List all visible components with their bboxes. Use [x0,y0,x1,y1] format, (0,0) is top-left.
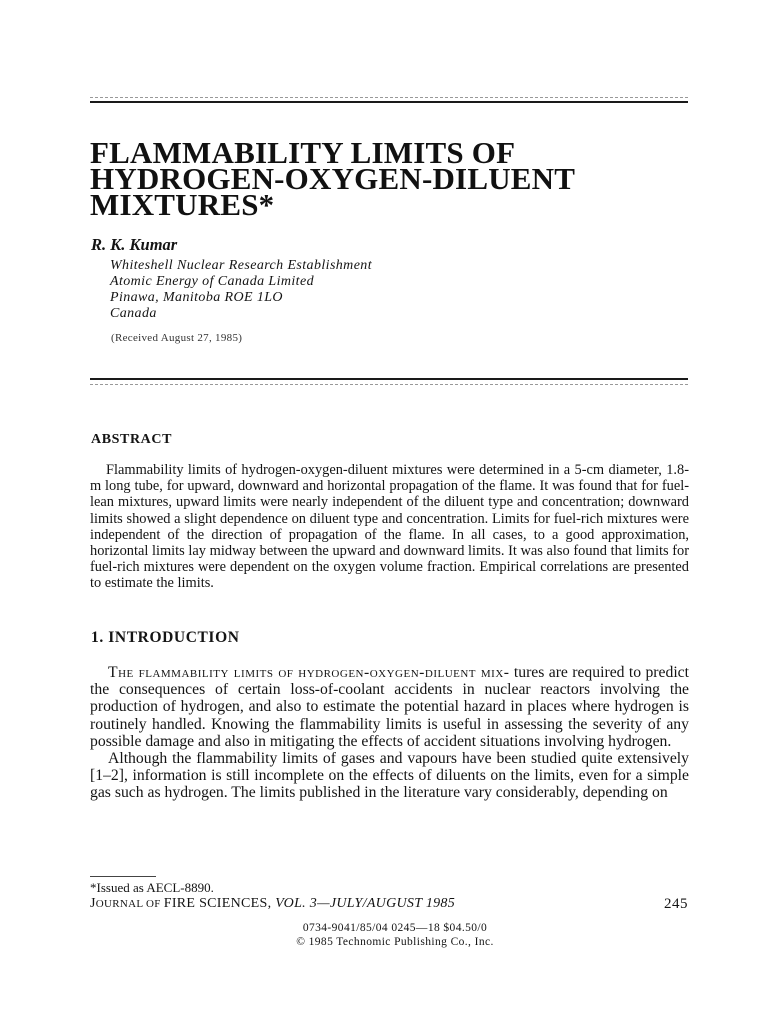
affiliation-line: Atomic Energy of Canada Limited [110,274,314,289]
section-heading-introduction: 1. INTRODUCTION [91,629,240,646]
paper-title [90,135,690,222]
top-rule [90,101,688,103]
header-bottom-rule-dashed [90,384,688,385]
affiliation-line: Pinawa, Manitoba ROE 1LO [110,290,283,305]
title-line: HYDROGEN-OXYGEN-DILUENT [90,161,576,196]
affiliation-line: Canada [110,306,157,321]
journal-volume: VOL. 3—JULY/AUGUST 1985 [275,896,456,911]
received-date: (Received August 27, 1985) [111,332,243,344]
copyright-line: © 1985 Technomic Publishing Co., Inc. [296,936,494,948]
intro-lead-smallcaps: The flammability limits of hydrogen-oxygen-diluent mix- [108,664,510,681]
affiliation-line: Whiteshell Nuclear Research Establishment [110,258,373,273]
introduction-body [90,664,689,802]
title-line: FLAMMABILITY LIMITS OF [90,135,516,170]
intro-paragraph-2: Although the flammability limits of gases and vapours have been studied quite extensively [1–2], information is still incomplete on the effects of diluents on the limits, even for a simple gas such as hydrogen. The limits published in the literature vary considerably, depending on [90,750,689,802]
intro-paragraph-1 [90,664,689,750]
issn-line: 0734-9041/85/04 0245—18 $04.50/0 [302,922,488,934]
title-line: MIXTURES* [90,187,275,222]
abstract-heading: ABSTRACT [91,432,173,447]
affiliation [110,258,372,322]
header-bottom-rule [90,378,688,380]
journal-name: JOURNAL OF FIRE SCIENCES, [90,896,272,911]
author-name: R. K. Kumar [91,235,178,254]
abstract-text: Flammability limits of hydrogen-oxygen-diluent mixtures were determined in a 5-cm diameter, 1.8-m long tube, for upward, downward and horizontal propagation of the flame. It was found that for fuel-lean mixtures, upward limits were nearly independent of the diluent type and concentration; downward limits showed a slight dependence on diluent type and concentration. Limits for fuel-rich mixtures were independent of the direction of propagation of the flame. In all cases, to a good approximation, horizontal limits lay midway between the upward and downward limits. It was also found that limits for fuel-rich mixtures were dependent on the oxygen volume fraction. Empirical correlations are presented to estimate the limits. [90,462,689,592]
intro-paragraph-1-text: tures are required to predict the consequences of certain loss-of-coolant accidents in nuclear reactors involving the production of hydrogen, and also to estimate the potential hazard in places where hydrogen is routinely handled. Knowing the flammability limits is useful in assessing the severity of any possible damage and also in mitigating the effects of accident situations involving hydrogen. [90,664,690,750]
publication-info [0,921,768,949]
footnote-rule [90,876,156,877]
journal-citation [90,896,690,912]
footnote: *Issued as AECL-8890. [90,880,214,895]
page-number: 245 [664,896,688,912]
top-rule-dashed [90,97,688,98]
abstract-body [90,462,689,592]
